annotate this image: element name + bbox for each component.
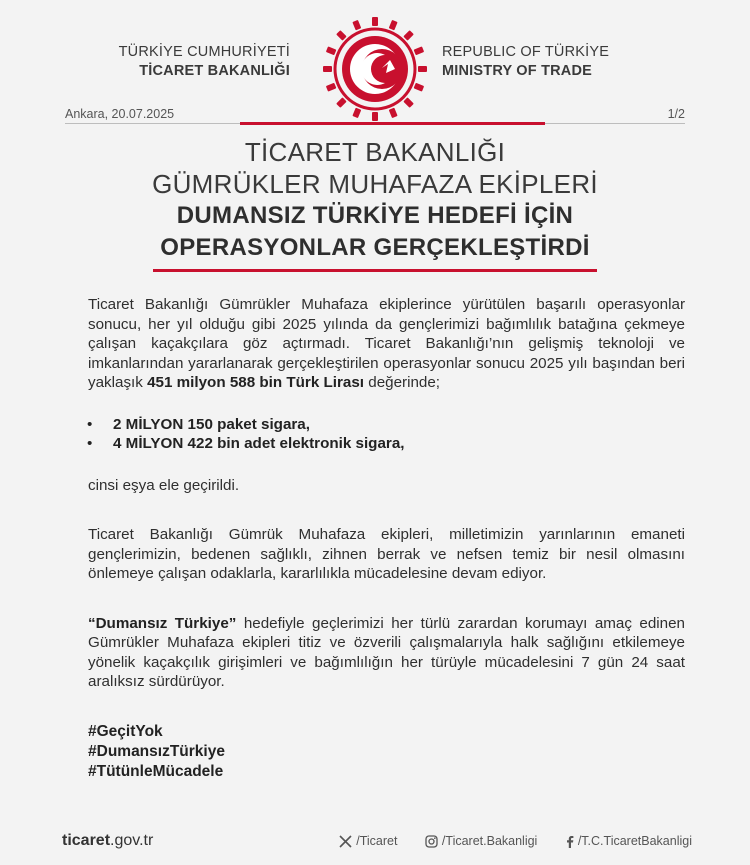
list-item-text: 2 MİLYON 150 paket sigara,: [113, 415, 310, 433]
instagram-handle: /Ticaret.Bakanligi: [441, 834, 538, 848]
bullet-icon: •: [87, 435, 93, 452]
instagram-link[interactable]: [425, 834, 537, 848]
bullet-icon: •: [87, 415, 93, 433]
x-link[interactable]: [339, 834, 397, 848]
paragraph-1: [88, 295, 685, 393]
org-country-tr: TÜRKİYE CUMHURİYETİ: [118, 44, 290, 60]
paragraph-4-text: hedefiyle geçlerimizi her türlü zarardan korumayı amaç edinen Gümrükler Muhafaza ekipleri titiz ve özverili çalışmalarıyla halk sağlığını etkilemeye yönelik kaçakçılık girişimleri ve bağımlılığın her türüyle mücadelesini 7 gün 24 saat aralıksız sürdürüyor.: [88, 614, 686, 690]
document-date: Ankara, 20.07.2025: [65, 107, 175, 121]
page-number: 1/2: [667, 107, 685, 121]
instagram-icon: [425, 835, 438, 848]
org-country-en: REPUBLIC OF TÜRKİYE: [442, 44, 610, 60]
title-line-1: TİCARET BAKANLIĞI: [244, 137, 506, 167]
paragraph-1-end: değerinde;: [364, 374, 441, 391]
paragraph-4-slogan: “Dumansız Türkiye”: [88, 614, 237, 632]
x-logo-icon: [339, 835, 352, 848]
website-domain-rest: .gov.tr: [110, 832, 154, 849]
press-release-title: [0, 136, 750, 264]
hashtag: #TütünleMücadele: [88, 762, 224, 780]
facebook-handle: /T.C.TicaretBakanligi: [577, 834, 692, 848]
press-release-body: [88, 295, 685, 782]
paragraph-2: cinsi eşya ele geçirildi.: [88, 476, 240, 494]
paragraph-1-text: Ticaret Bakanlığı Gümrükler Muhafaza ekiplerince yürütülen başarılı operasyonlar sonucu, her yıl olduğu gibi 2025 yılında da gençlerimizi bağımlılık batağına çekmeye çalışan kaçakçılara göz açtırmadı. Ticaret Bakanlığı’nın gelişmiş teknoloji ve imkanlarından yararlanarak gerçekleştirilen operasyonlar sonucu 2025 yılı başından beri yaklaşık: [88, 296, 685, 391]
hashtag-list: [88, 722, 685, 782]
letterhead: [0, 0, 750, 100]
x-handle: /Ticaret: [356, 834, 398, 848]
title-line-2: GÜMRÜKLER MUHAFAZA EKİPLERİ: [152, 169, 598, 199]
meta-accent-divider: [240, 122, 545, 125]
hashtag: #GeçitYok: [88, 722, 163, 740]
hashtag: #DumansızTürkiye: [88, 742, 225, 760]
paragraph-1-amount: 451 milyon 588 bin Türk Lirası: [147, 374, 365, 391]
facebook-link[interactable]: [565, 834, 692, 848]
paragraph-4: [88, 614, 685, 692]
seized-items-list: [88, 415, 685, 454]
website-domain-bold: ticaret: [62, 832, 111, 849]
facebook-icon: [565, 835, 574, 848]
footer: [62, 832, 692, 854]
org-ministry-en: MINISTRY OF TRADE: [442, 63, 593, 79]
social-links: [315, 834, 692, 851]
title-underline: [153, 269, 597, 272]
website-link[interactable]: [62, 832, 153, 850]
list-item: [87, 415, 685, 435]
title-line-3: DUMANSIZ TÜRKİYE HEDEFİ İÇİN: [176, 202, 574, 229]
list-item-text: 4 MİLYON 422 bin adet elektronik sigara,: [113, 435, 405, 452]
list-item: [87, 434, 685, 454]
title-line-4: OPERASYONLAR GERÇEKLEŞTİRDİ: [160, 234, 590, 261]
org-ministry-tr: TİCARET BAKANLIĞI: [139, 63, 290, 79]
org-name-english: [442, 43, 609, 81]
org-name-turkish: [119, 43, 290, 81]
paragraph-3: Ticaret Bakanlığı Gümrük Muhafaza ekipleri, milletimizin yarınlarının emaneti gençlerimizin, bedenen sağlıklı, zihnen berrak ve nefsen temiz bir nesil olmasını önlemeye çalışan odaklarla, kararlılıkla mücadelesine devam ediyor.: [88, 526, 685, 582]
